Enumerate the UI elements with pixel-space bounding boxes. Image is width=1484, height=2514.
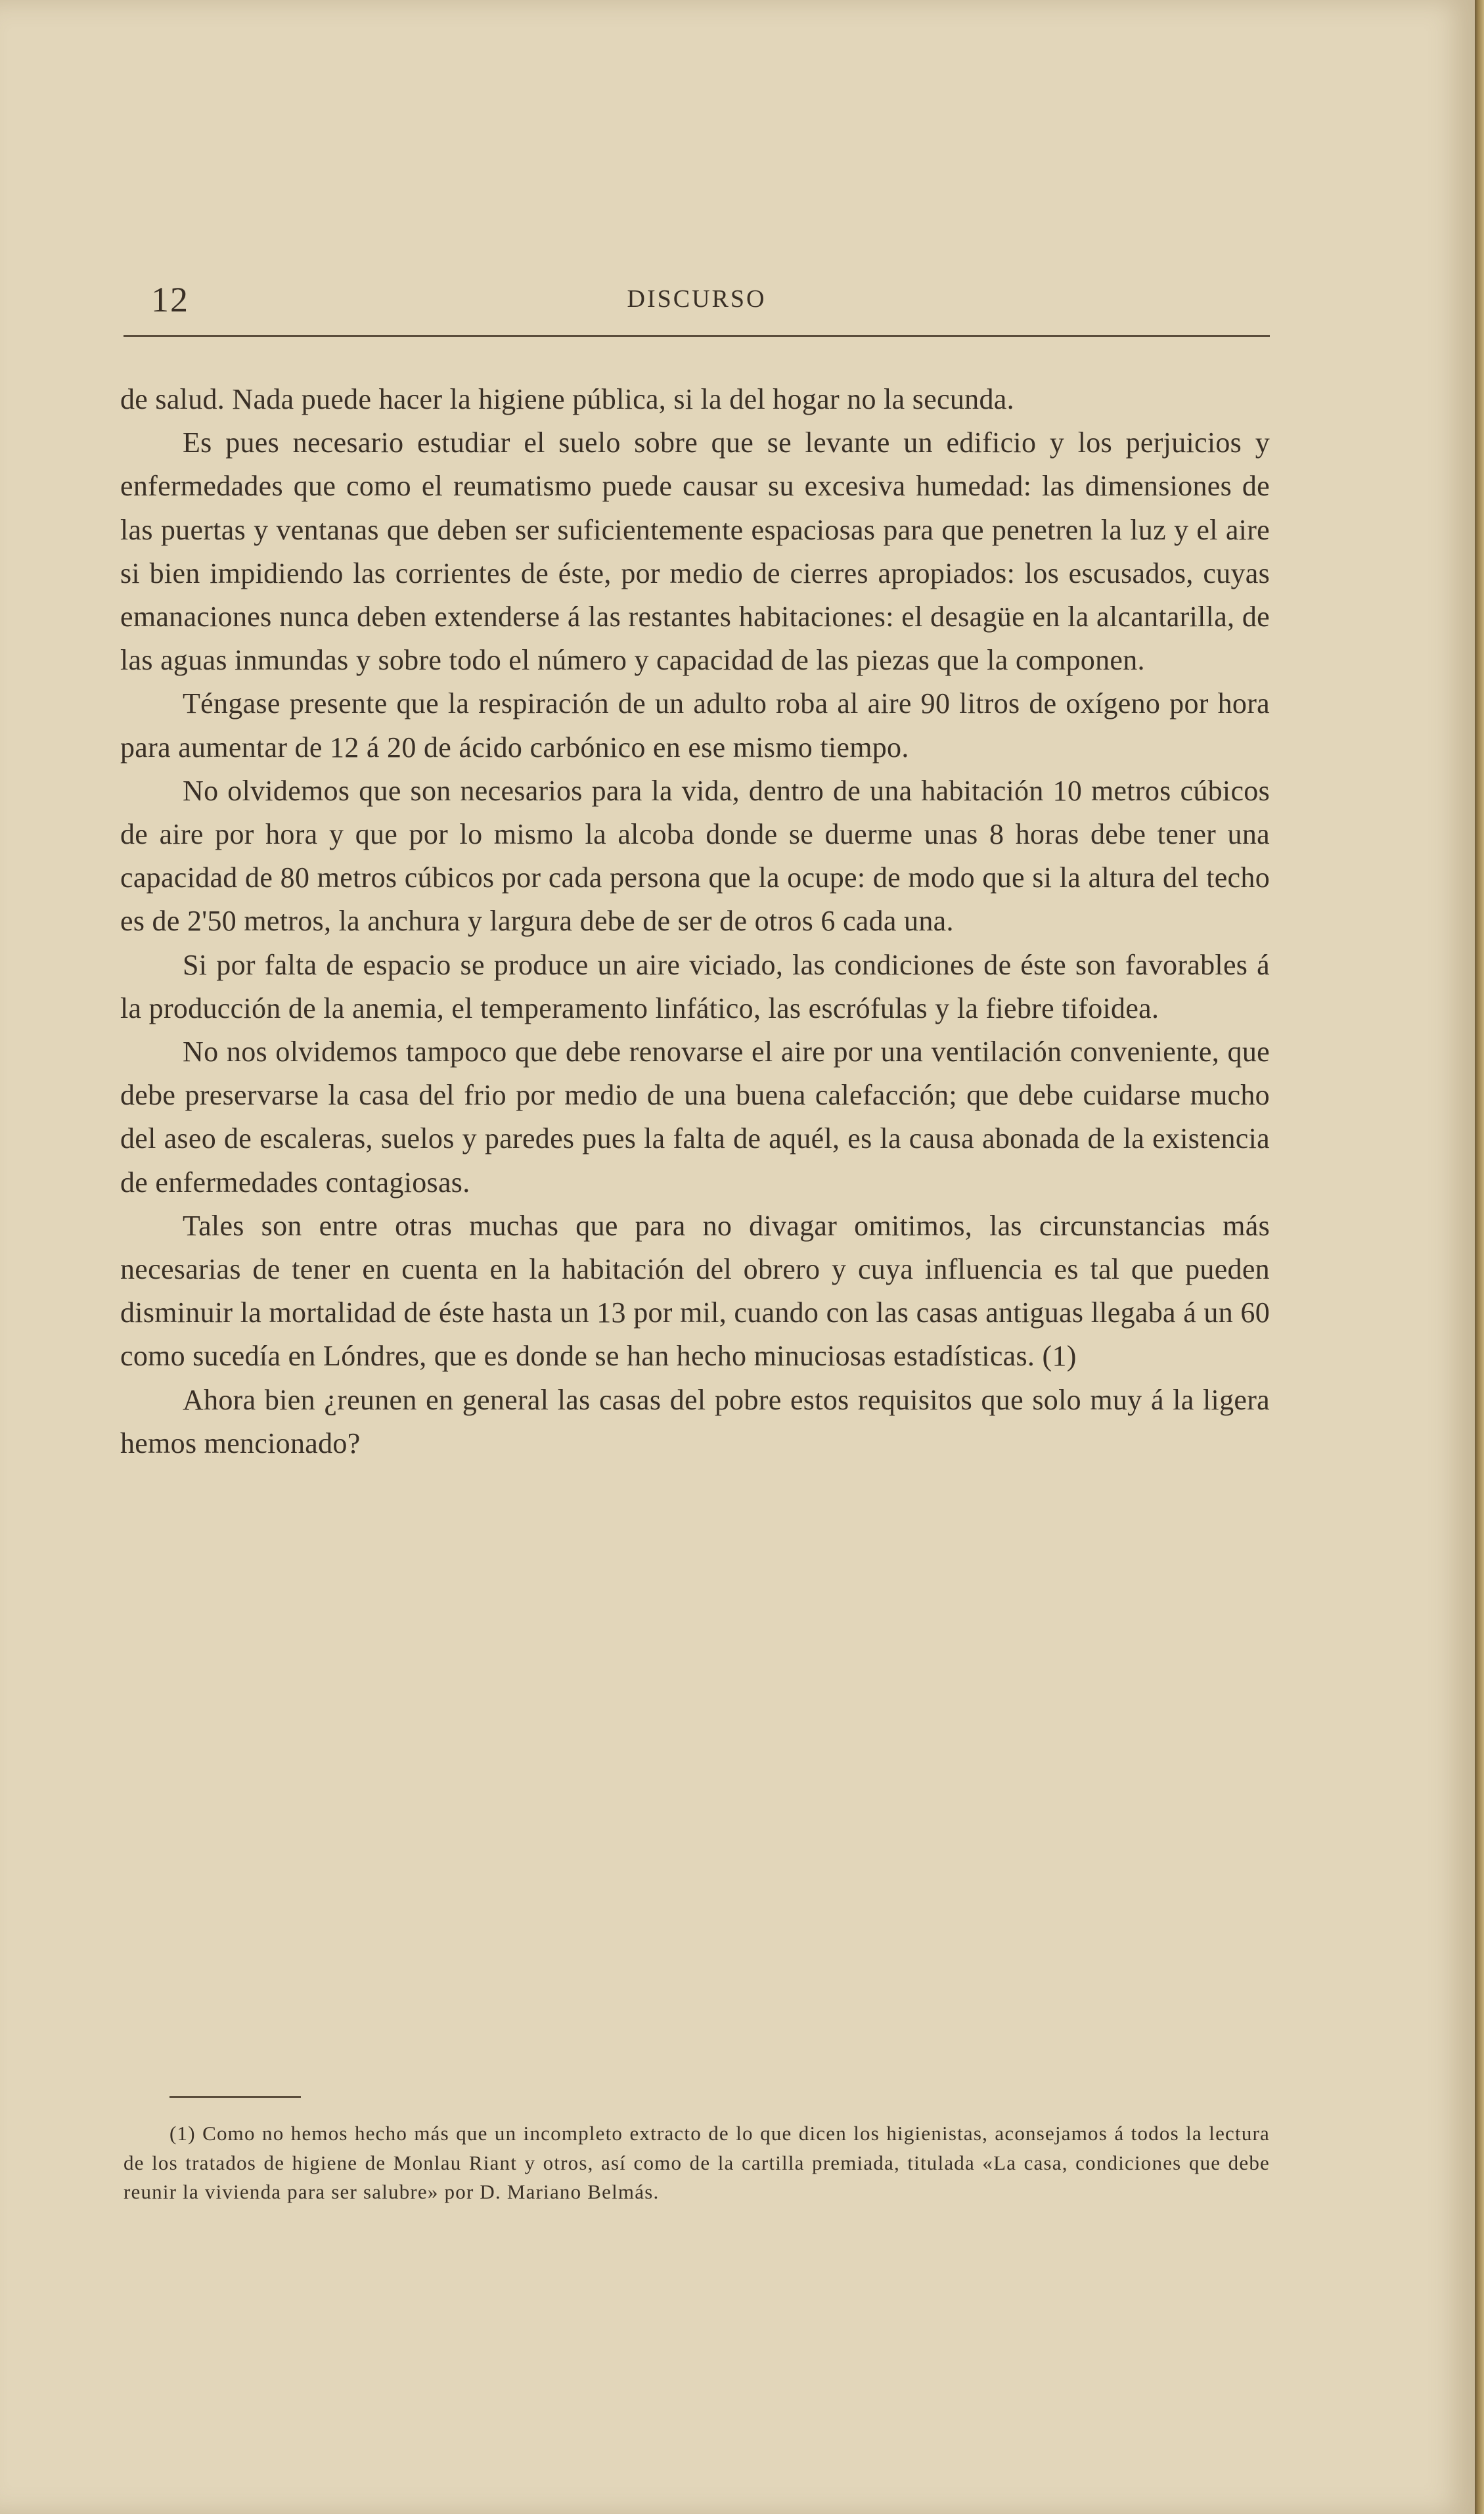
body-text — [120, 378, 1270, 1465]
running-title: DISCURSO — [627, 285, 767, 313]
paragraph: Es pues necesario estudiar el suelo sobre que se levante un edificio y los perjuicios y enfermedades que como el reumatismo puede causar su excesiva humedad: las dimensiones de las puertas y ventanas que deben ser suficientemente espaciosas para que penetren la luz y el aire si bien impidiendo las corrientes de éste, por medio de cierres apropiados: los escusados, cuyas emanaciones nunca deben extenderse á las restantes habitaciones: el desagüe en la alcantarilla, de las aguas inmundas y sobre todo el número y capacidad de las piezas que la componen. — [120, 426, 1270, 677]
paragraph: Si por falta de espacio se produce un aire viciado, las condiciones de éste son favorables á la producción de la anemia, el temperamento linfático, las escrófulas y la fiebre tifoidea. — [120, 948, 1270, 1024]
footnote: (1) Como no hemos hecho más que un incompleto extracto de lo que dicen los higienistas, aconsejamos á todos la lectura de los tratados de higiene de Monlau Riant y otros, así como de la cartilla premiada, titulada «La casa, condiciones que debe reunir la vivienda para ser salubre» por D. Mariano Belmás. — [124, 2122, 1270, 2203]
page-edge — [1475, 0, 1484, 2514]
paragraph: Ahora bien ¿reunen en general las casas del pobre estos requisitos que solo muy á la ligera hemos mencionado? — [120, 1383, 1270, 1459]
paragraph: Tales son entre otras muchas que para no divagar omitimos, las circunstancias más necesarias de tener en cuenta en la habitación del obrero y cuya influencia es tal que pueden disminuir la mortalidad de éste hasta un 13 por mil, cuando con las casas antiguas llegaba á un 60 como sucedía en Lóndres, que es donde se han hecho minuciosas estadísticas. (1) — [120, 1209, 1270, 1373]
paragraph: de salud. Nada puede hacer la higiene pública, si la del hogar no la secunda. — [120, 383, 1014, 415]
paragraph: Téngase presente que la respiración de un adulto roba al aire 90 litros de oxígeno por hora para aumentar de 12 á 20 de ácido carbónico en ese mismo tiempo. — [120, 687, 1270, 764]
paragraph: No nos olvidemos tampoco que debe renovarse el aire por una ventilación conveniente, que debe preservarse la casa del frio por medio de una buena calefacción; que debe cuidarse mucho del aseo de escaleras, suelos y paredes pues la falta de aquél, es la causa abonada de la existencia de enfermedades contagiosas. — [120, 1036, 1270, 1199]
page-header — [124, 279, 1270, 325]
page-number: 12 — [151, 280, 189, 319]
paragraph: No olvidemos que son necesarios para la vida, dentro de una habitación 10 metros cúbicos de aire por hora y que por lo mismo la alcoba donde se duerme unas 8 horas debe tener una capacidad de 80 metros cúbicos por cada persona que la ocupe: de modo que si la altura del techo es de 2'50 metros, la anchura y largura debe de ser de otros 6 cada una. — [120, 774, 1270, 938]
footnote-rule — [169, 2096, 301, 2098]
header-rule — [124, 335, 1270, 337]
